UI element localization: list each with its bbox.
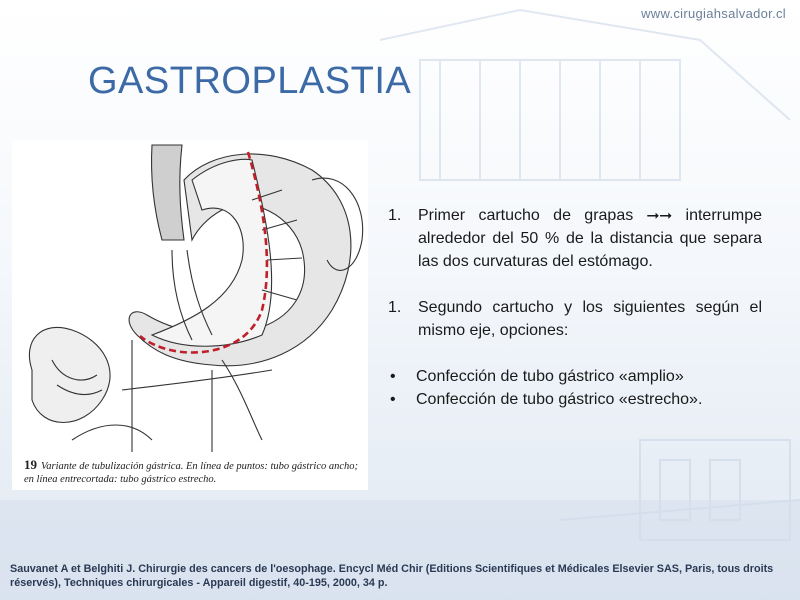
stomach-drawing: [12, 140, 368, 452]
bullet-marker: •: [390, 391, 396, 408]
list-item-text: Primer cartucho de grapas ⭢⭢ interrumpe alrededor del 50 % de la distancia que separa las dos curvaturas del estómago.: [418, 207, 762, 270]
bullet-text: Confección de tubo gástrico «estrecho».: [416, 391, 703, 408]
list-marker: 1.: [388, 299, 402, 316]
reference-citation: Sauvanet A et Belghiti J. Chirurgie des cancers de l'oesophage. Encycl Méd Chir (Editions Scientifiques et Médicales Elsevier SAS, Paris, tous droits réservés), Techniques chirurgicales - Appareil digestif, 40-195, 2000, 34 p.: [10, 563, 774, 589]
figure-caption-text: Variante de tubulización gástrica. En línea de puntos: tubo gástrico ancho; en línea entrecortada: tubo gástrico estrecho.: [24, 461, 359, 485]
bullet-item: [388, 388, 762, 411]
figure-caption: [24, 458, 368, 486]
content-list: [388, 204, 762, 411]
bullet-item: [388, 365, 762, 388]
list-item: [388, 296, 762, 342]
figure-number: 19: [24, 457, 37, 472]
list-marker: 1.: [388, 207, 402, 224]
list-item: [388, 204, 762, 273]
site-url: www.cirugiahsalvador.cl: [641, 6, 786, 21]
list-item-text: Segundo cartucho y los siguientes según el mismo eje, opciones:: [418, 299, 762, 339]
bullet-marker: •: [390, 368, 396, 385]
bullet-text: Confección de tubo gástrico «amplio»: [416, 368, 684, 385]
stomach-illustration: [12, 140, 368, 490]
page-title: GASTROPLASTIA: [88, 60, 412, 102]
